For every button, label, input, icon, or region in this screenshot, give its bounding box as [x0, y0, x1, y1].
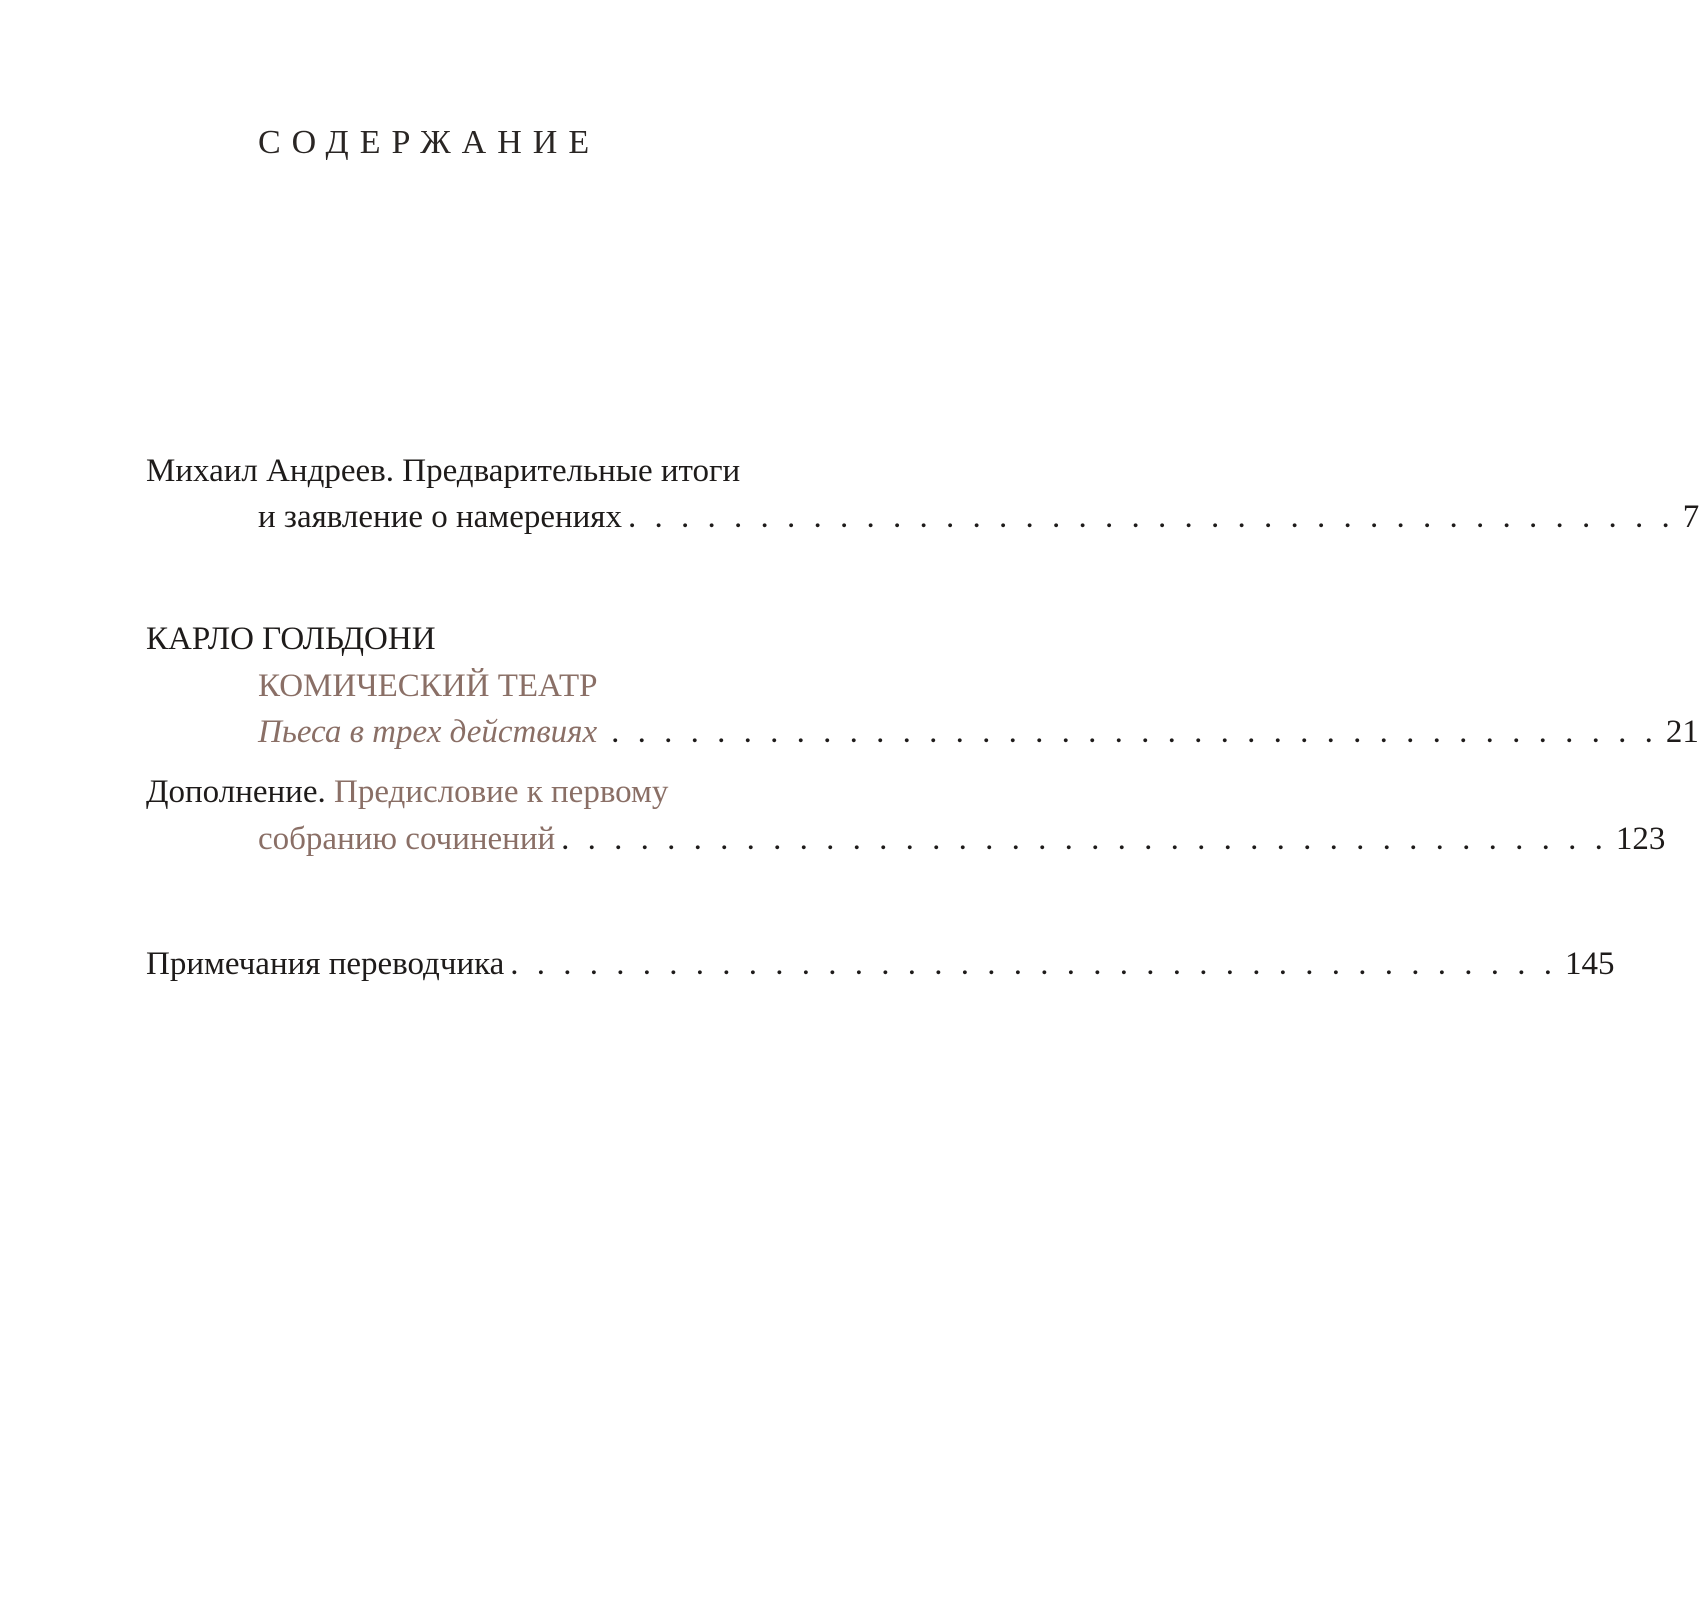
- intro-entry-line1: Михаил Андреев. Предварительные итоги: [146, 453, 741, 489]
- notes-title: Примечания переводчика: [146, 946, 505, 982]
- play-title: КОМИЧЕСКИЙ ТЕАТР: [258, 668, 598, 704]
- appendix-title-line2: собранию сочинений: [258, 821, 556, 857]
- play-entry-row[interactable]: [258, 714, 1699, 750]
- notes-page-number: 145: [1565, 946, 1615, 982]
- notes-entry-row[interactable]: [146, 946, 1615, 982]
- toc-heading: СОДЕРЖАНИЕ: [258, 124, 601, 161]
- play-page-number: 21: [1665, 714, 1699, 750]
- appendix-title-line1: Предисловие к первому: [333, 774, 669, 810]
- appendix-entry-line1: [146, 776, 668, 809]
- leader-dots: . . . . . . . . . . . . . . . . . . . . . . . . . . . . . . . . . . . . . . . .: [561, 821, 1608, 857]
- intro-entry-line2: и заявление о намерениях: [258, 499, 622, 535]
- leader-dots: . . . . . . . . . . . . . . . . . . . . . . . . . . . . . . . . . . . . . . . .: [611, 714, 1658, 750]
- intro-page-number: 7: [1682, 499, 1699, 535]
- appendix-page-number: 123: [1615, 821, 1666, 857]
- play-subtitle: Пьеса в трех действиях: [258, 714, 598, 750]
- appendix-prefix: Дополнение.: [146, 774, 326, 810]
- leader-dots: . . . . . . . . . . . . . . . . . . . . . . . . . . . . . . . . . . . . . . . .: [627, 499, 1675, 535]
- appendix-entry-row[interactable]: [258, 821, 1666, 857]
- leader-dots: . . . . . . . . . . . . . . . . . . . . . . . . . . . . . . . . . . . . . . . .: [510, 946, 1558, 982]
- intro-entry-row[interactable]: [258, 499, 1699, 535]
- author-name: КАРЛО ГОЛЬДОНИ: [146, 621, 436, 657]
